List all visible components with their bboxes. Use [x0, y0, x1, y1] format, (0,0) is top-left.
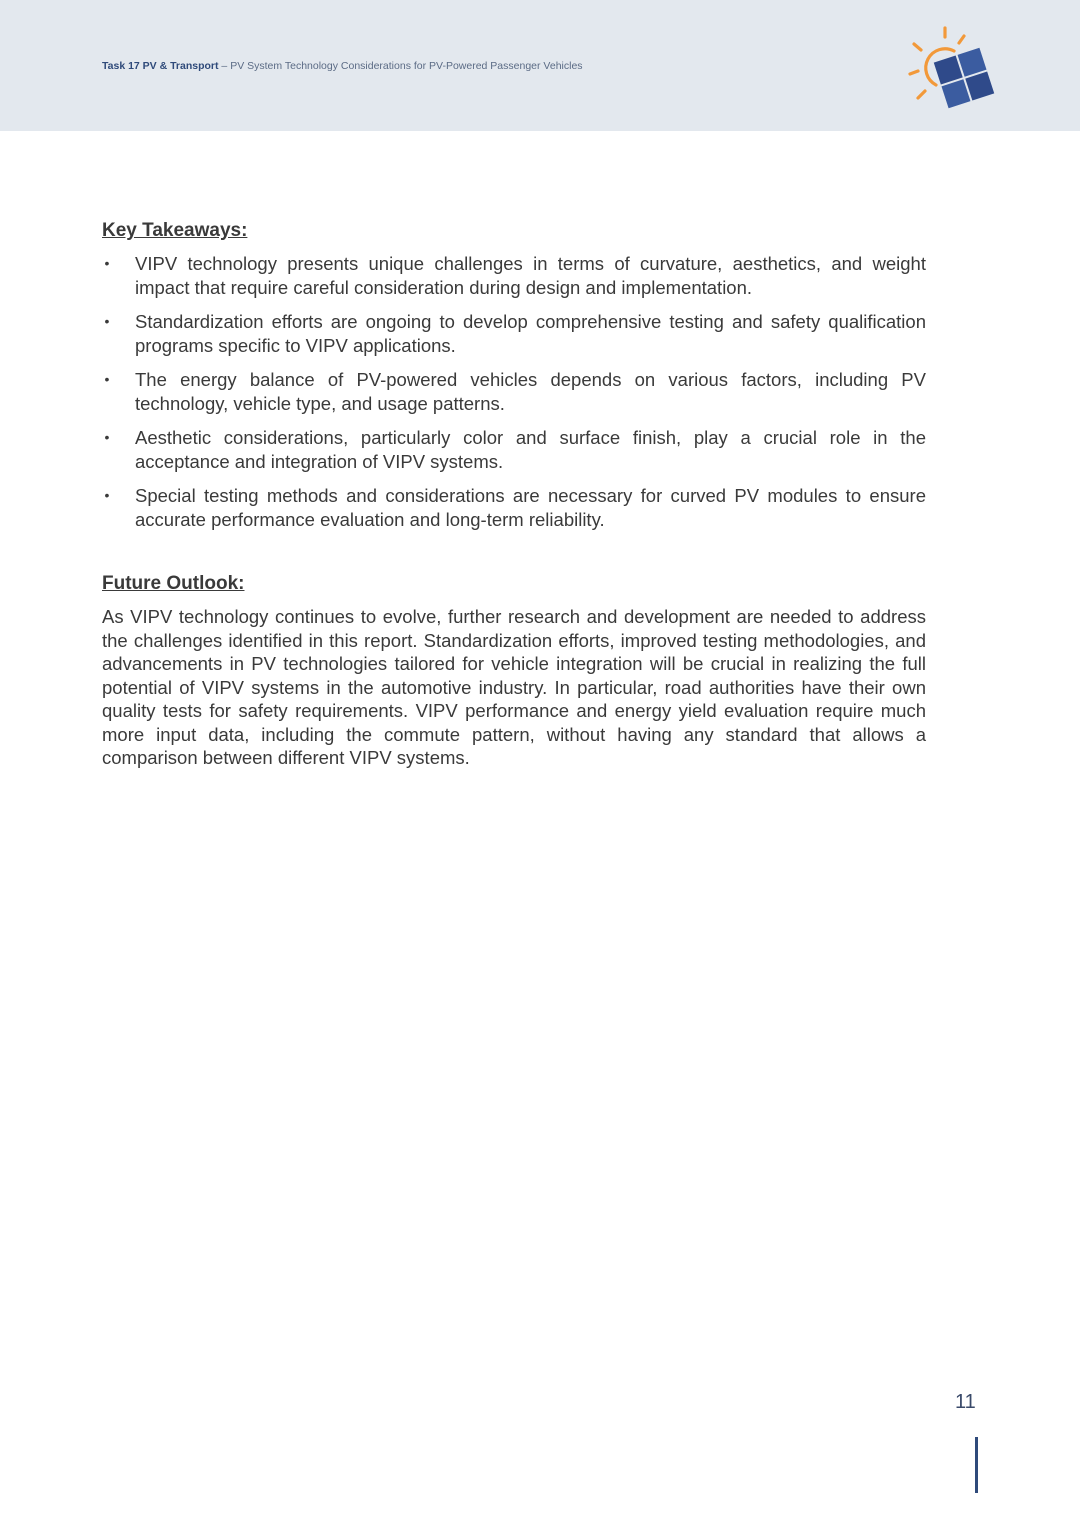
- future-outlook-heading: Future Outlook:: [102, 573, 245, 594]
- list-item: [102, 484, 926, 531]
- header-separator: –: [218, 60, 231, 72]
- page-number: 11: [955, 1391, 976, 1413]
- list-item: [102, 426, 926, 473]
- page-header: [0, 0, 1080, 131]
- bullet: •: [104, 371, 110, 387]
- list-item-text: VIPV technology presents unique challenges in terms of curvature, aesthetics, and weight impact that require careful consideration during design and implementation.: [135, 253, 926, 298]
- list-item-text: Aesthetic considerations, particularly color and surface finish, play a crucial role in the acceptance and integration of VIPV systems.: [135, 427, 926, 472]
- sun-solar-panel-icon: [904, 24, 1004, 114]
- header-subtitle: PV System Technology Considerations for PV-Powered Passenger Vehicles: [230, 60, 583, 72]
- list-item: [102, 368, 926, 415]
- page-number-rule: [975, 1437, 978, 1493]
- list-item: [102, 252, 926, 299]
- list-item-text: Special testing methods and considerations are necessary for curved PV modules to ensure accurate performance evaluation and long-term reliability.: [135, 485, 926, 530]
- task-label: Task 17 PV & Transport: [102, 60, 219, 72]
- running-header: [102, 60, 583, 72]
- bullet: •: [104, 487, 110, 503]
- bullet: •: [104, 255, 110, 271]
- list-item-text: Standardization efforts are ongoing to develop comprehensive testing and safety qualification programs specific to VIPV applications.: [135, 311, 926, 356]
- key-takeaways-heading: Key Takeaways:: [102, 220, 248, 241]
- bullet: •: [104, 313, 110, 329]
- bullet: •: [104, 429, 110, 445]
- future-outlook-section: [102, 571, 926, 770]
- key-takeaways-list: [102, 252, 926, 531]
- page-content: [102, 218, 926, 770]
- list-item: [102, 310, 926, 357]
- future-outlook-paragraph: As VIPV technology continues to evolve, further research and development are needed to address the challenges identified in this report. Standardization efforts, improved testing methodologies, and advancements in PV technologies tailored for vehicle integration will be crucial in realizing the full potential of VIPV systems in the automotive industry. In particular, road authorities have their own quality tests for safety requirements. VIPV performance and energy yield evaluation require much more input data, including the commute pattern, without having any standard that allows a comparison between different VIPV systems.: [102, 606, 926, 768]
- list-item-text: The energy balance of PV-powered vehicles depends on various factors, including PV technology, vehicle type, and usage patterns.: [135, 369, 926, 414]
